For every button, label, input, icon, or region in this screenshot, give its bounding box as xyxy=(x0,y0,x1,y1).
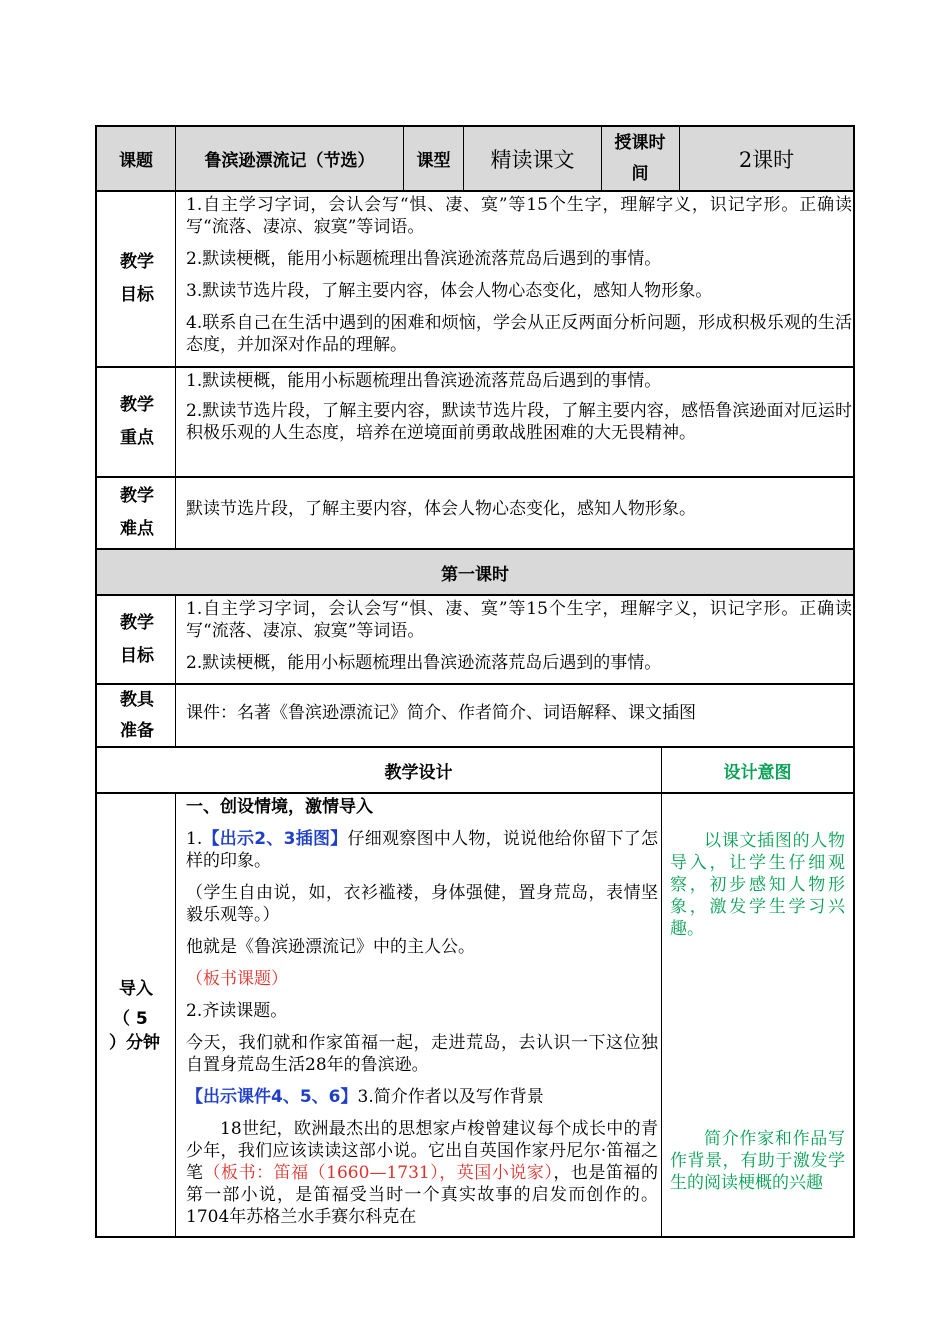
lesson1-goal-item: 1.自主学习字词，会认会写“惧、凄、寞”等15个生字，理解字义，识记字形。正确读写“流落、凄凉、寂寞”等词语。 xyxy=(186,599,852,641)
intent-1: 以课文插图的人物导入，让学生仔细观察，初步感知人物形象，激发学生学习兴趣。 xyxy=(670,831,845,939)
bg-board: （板书：笛福（1660—1731），英国小说家） xyxy=(203,1163,554,1183)
grid-line xyxy=(95,476,855,478)
step3-tag: 【出示课件4、5、6】 xyxy=(186,1087,358,1107)
step1-num: 1. xyxy=(186,829,203,849)
tools-label: 教具准备 xyxy=(120,689,154,741)
grid-line xyxy=(175,793,176,1237)
design-header: 教学设计 xyxy=(384,762,453,783)
lesson1-goal-item: 2.默读梗概，能用小标题梳理出鲁滨逊流落荒岛后遇到的事情。 xyxy=(186,653,662,673)
time-label: 授课时间 xyxy=(614,132,666,184)
grid-line xyxy=(95,594,855,596)
time-value: 2课时 xyxy=(738,147,795,172)
lesson1-goals-list xyxy=(186,598,852,674)
stage-time-close: ）分钟 xyxy=(109,1033,160,1053)
key-points-list xyxy=(186,370,852,444)
difficulties-label: 教学难点 xyxy=(120,486,154,539)
step3 xyxy=(186,1086,658,1108)
topic-value: 鲁滨逊漂流记（节选） xyxy=(204,151,375,171)
step2-follow: 今天，我们就和作家笛福一起，走进荒岛，去认识一下这位独自置身荒岛生活28年的鲁滨逊。 xyxy=(186,1033,658,1075)
topic-label: 课题 xyxy=(119,151,153,171)
grid-line xyxy=(661,747,662,1237)
grid-line xyxy=(95,792,855,794)
intent-2: 简介作家和作品写作背景，有助于激发学生的阅读梗概的兴趣 xyxy=(670,1129,845,1193)
step1 xyxy=(186,828,658,872)
goal-item: 2.默读梗概，能用小标题梳理出鲁滨逊流落荒岛后遇到的事情。 xyxy=(186,249,662,269)
stage-time-open: （ 5 xyxy=(113,1009,148,1029)
grid-line xyxy=(853,125,855,1238)
grid-line xyxy=(95,366,855,368)
lesson1-title: 第一课时 xyxy=(441,564,509,585)
difficulties-text: 默读节选片段，了解主要内容，体会人物心态变化，感知人物形象。 xyxy=(186,499,696,519)
stage-label: 导入 xyxy=(119,979,153,999)
key-point-item: 2.默读节选片段，了解主要内容，默读节选片段，了解主要内容，感悟鲁滨逊面对厄运时积极乐观的人生态度，培养在逆境面前勇敢战胜困难的大无畏精神。 xyxy=(186,401,852,443)
lesson1-goals-label: 教学目标 xyxy=(120,612,154,666)
design-content xyxy=(186,796,658,1228)
grid-line xyxy=(601,125,602,191)
grid-line xyxy=(95,1236,855,1238)
key-point-item: 1.默读梗概，能用小标题梳理出鲁滨逊流落荒岛后遇到的事情。 xyxy=(186,371,662,391)
goals-label: 教学目标 xyxy=(120,252,154,305)
grid-line xyxy=(175,595,176,747)
tools-text: 课件：名著《鲁滨逊漂流记》简介、作者简介、词语解释、课文插图 xyxy=(186,703,696,723)
grid-line xyxy=(95,190,855,192)
type-label: 课型 xyxy=(416,151,451,171)
step1-tag: 【出示2、3插图】 xyxy=(202,829,348,849)
key-points-label: 教学重点 xyxy=(120,395,154,448)
step1-text: 仔细观察图中人物，说说他给你留下了怎样的印象。 xyxy=(186,829,658,871)
step3-text: 3.简介作者以及写作背景 xyxy=(357,1087,544,1107)
background-paragraph xyxy=(186,1118,658,1228)
step2: 2.齐读课题。 xyxy=(186,1001,288,1021)
bg-part2: ，也是笛福的第一部小说，是笛福受当时一个真实故事的启发而创作的。1704年苏格兰水手赛尔科克在 xyxy=(186,1163,659,1227)
goals-list xyxy=(186,194,852,356)
grid-line xyxy=(95,683,855,685)
board-note: （板书课题） xyxy=(186,969,288,989)
goal-item: 3.默读节选片段，了解主要内容，体会人物心态变化，感知人物形象。 xyxy=(186,281,713,301)
bg-part1: 18世纪，欧洲最杰出的思想家卢梭曾建议每个成长中的青少年，我们应该读读这部小说。它出自英国作家丹尼尔·笛福之笔 xyxy=(186,1119,658,1183)
type-value: 精读课文 xyxy=(490,147,575,172)
section-title: 一、创设情境，激情导入 xyxy=(186,797,373,817)
step1-follow: 他就是《鲁滨逊漂流记》中的主人公。 xyxy=(186,937,475,957)
goal-item: 1.自主学习字词，会认会写“惧、凄、寞”等15个生字，理解字义，识记字形。正确读写“流落、凄凉、寂寞”等词语。 xyxy=(186,195,852,237)
step1-answer: （学生自由说，如，衣衫褴褛，身体强健，置身荒岛，表情坚毅乐观等。） xyxy=(186,883,658,925)
goal-item: 4.联系自己在生活中遇到的困难和烦恼，学会从正反两面分析问题，形成积极乐观的生活态度，并加深对作品的理解。 xyxy=(186,313,852,355)
grid-line xyxy=(95,125,97,1238)
intent-header: 设计意图 xyxy=(723,762,792,783)
